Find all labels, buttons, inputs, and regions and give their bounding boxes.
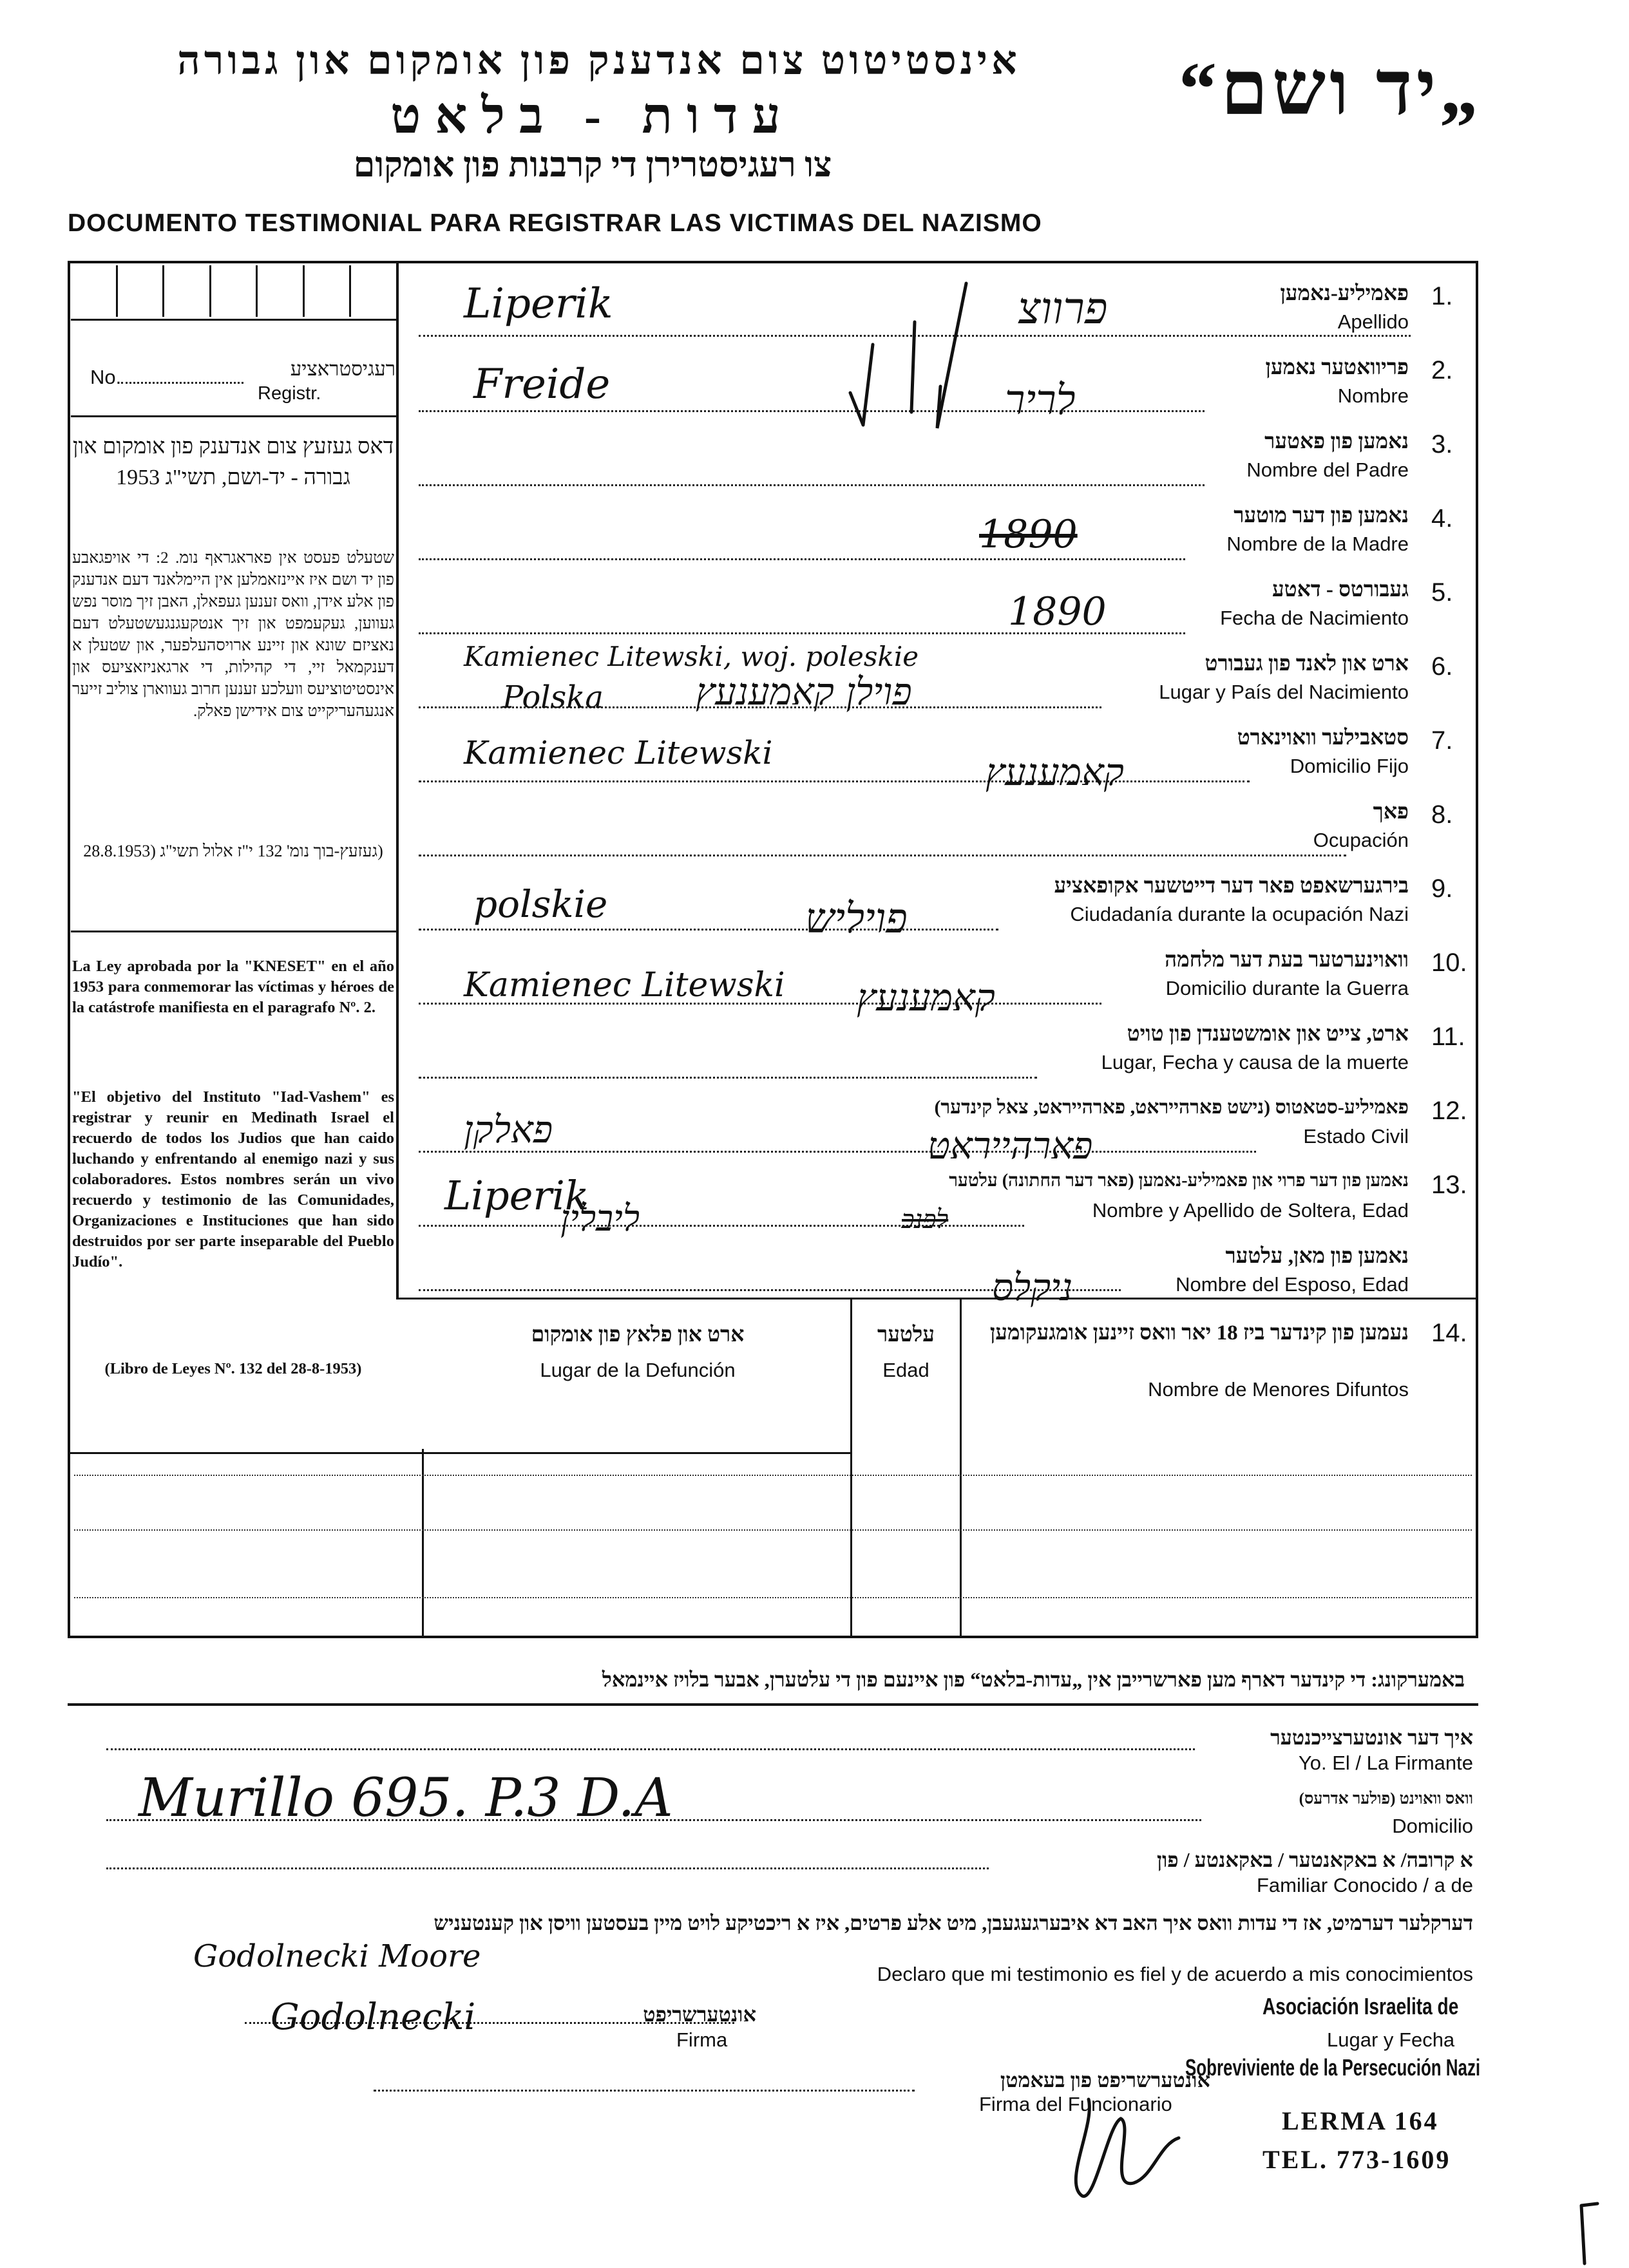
hw-f1-latin: Liperik [464,280,613,328]
familiar-label-spanish: Familiar Conocido / a de [1257,1874,1473,1896]
hw-f12-right: פארהייראט [928,1124,1093,1167]
hebrew-law-reference: (געזעץ-בוך נומ' 132 י"ז אלול תשי"ג (28.8.1953 [83,842,383,860]
field-3-label-hebrew: נאמען פון פאטער [1264,430,1409,453]
field-13-label-hebrew: נאמען פון דער פרוי און פאמיליע-נאמען (פאר דער החתונה) עלטער [949,1171,1409,1191]
registration-label-spanish: Registr. [258,383,321,404]
domicilio-label-hebrew: וואס וואוינט (פולער אדרעס) [1299,1790,1473,1808]
hw-f2-hebrew: לריר [1005,377,1076,424]
hw-f10-hebrew: קאמענעץ [857,976,995,1019]
field-8-label-hebrew: פאך [1373,800,1409,824]
field-8-number: 8. [1431,800,1453,829]
field-2-number: 2. [1431,356,1453,384]
firma-label-hebrew: אונטערשריפט [643,2003,756,2026]
firmante-label-spanish: Yo. El / La Firmante [1298,1752,1473,1774]
field-14-label-spanish: Nombre de Menores Difuntos [1148,1378,1409,1401]
hebrew-law-title: דאס געזעץ צום אנדענק פון אומקום און גבורה - יד-ושם, תשי"ג 1953 [72,435,394,489]
field-4-label-spanish: Nombre de la Madre [1226,533,1409,555]
hw-f2-latin: Freide [473,361,611,408]
header-title-line2: עדות - בלאט [390,88,795,144]
hw-f7-hebrew: קאמענעץ [986,750,1124,794]
field-13b-label-hebrew: נאמען פון מאן, עלטער [1225,1245,1409,1268]
field-11-number: 11. [1431,1023,1465,1051]
check-mark-2 [937,283,966,428]
stamp-line1: Asociación Israelita de [1262,1993,1459,2019]
hw-f5-date: 1890 [1008,589,1107,634]
hw-f4-crossed: 1890 [979,512,1078,557]
field-4-number: 4. [1431,504,1453,533]
lugar-fecha-label: Lugar y Fecha [1327,2028,1455,2051]
header-title-line1: אינסטיטוט צום אנדענק פון אומקום און גבורה [177,39,1021,83]
field-1-number: 1. [1431,282,1453,310]
children-note: באמערקונג: די קינדער דארף מען פארשרייבן אין „עדות-בלאט“ פון איינעם פון די עלטערן, אבער בלויז איינמאל [602,1668,1465,1691]
firmante-label-hebrew: איך דער אונטערצייכנטער [1270,1726,1473,1749]
stamp-line4: TEL. 773-1609 [1262,2145,1451,2174]
check-mark-3 [911,322,915,412]
field-7-label-spanish: Domicilio Fijo [1290,755,1409,777]
field-12-label-hebrew: פאמיליע-סטאטוס (נישט פארהייראט, פארהייראט, צאל קינדער) [934,1097,1409,1118]
field-14-number: 14. [1431,1319,1467,1347]
field-1-label-hebrew: פאמיליע-נאמען [1280,282,1409,305]
hw-f6-hebrew: פוילן קאמענעץ [696,670,912,713]
field-10-label-hebrew: וואוינערטער בעת דער מלחמה [1165,949,1409,972]
stamp-line3: LERMA 164 [1282,2106,1439,2135]
field-12-label-spanish: Estado Civil [1303,1125,1409,1148]
hw-f13-latin: Liperik [444,1172,589,1219]
hw-f10-latin: Kamienec Litewski [464,966,785,1005]
hw-f6-line2: Polska [502,679,604,715]
hw-f9-hebrew: פויליש [805,895,908,943]
field-10-number: 10. [1431,949,1467,977]
field-12-number: 12. [1431,1097,1467,1125]
field-11-label-spanish: Lugar, Fecha y causa de la muerte [1101,1051,1409,1073]
familiar-label-hebrew: א קרובה/ א באקאנטער / באקאנטע / פון [1156,1848,1473,1871]
hw-f13b-hebrew: לפנכ [902,1205,949,1234]
spanish-law-reference: (Libro de Leyes Nº. 132 del 28-8-1953) [104,1360,362,1377]
document-title: DOCUMENTO TESTIMONIAL PARA REGISTRAR LAS VICTIMAS DEL NAZISMO [68,209,1042,237]
field-5-label-hebrew: געבורטס - דאטע [1272,578,1409,601]
table14-age-header-hebrew: עלטער [877,1323,935,1347]
field-6-label-hebrew: ארט און לאנד פון געבורט [1205,652,1409,676]
table14-place-header-spanish: Lugar de la Defunción [540,1359,736,1381]
corner-mark [1581,2204,1597,2263]
field-5-number: 5. [1431,578,1453,607]
field-2-label-hebrew: פריוואטער נאמען [1265,356,1409,379]
field-13b-label-spanish: Nombre del Esposo, Edad [1176,1273,1409,1296]
field-6-number: 6. [1431,652,1453,681]
declaro-text-spanish: Declaro que mi testimonio es fiel y de acuerdo a mis conocimientos [877,1963,1473,1985]
official-signature [1076,2099,1179,2197]
spanish-law-intro: La Ley aprobada por la "KNESET" en el año 1953 para conmemorar las víctimas y héroes de la catástrofe manifiesta en el paragrafo Nº. 2. [72,958,394,1016]
declaro-text-hebrew: דערקלער דערמיט, אז די עדות וואס איך האב דא איבערגעגעבן, מיט אלע פרטים, איז א ריכטיקע לויט מיין בעסטען וויסן און קענטעניש [433,1911,1473,1934]
field-5-label-spanish: Fecha de Nacimiento [1220,607,1409,629]
field-3-label-spanish: Nombre del Padre [1246,458,1409,481]
firma-label-spanish: Firma [676,2028,728,2051]
field-10-label-spanish: Domicilio durante la Guerra [1165,977,1409,999]
funcionario-label-spanish: Firma del Funcionario [979,2093,1172,2115]
field-13-label-spanish: Nombre y Apellido de Soltera, Edad [1092,1199,1409,1222]
yad-vashem-logo: „יד ושם“ [1179,46,1482,131]
field-6-label-spanish: Lugar y País del Nacimiento [1159,681,1409,703]
funcionario-label-hebrew: אונטערשריפט פון בעאמטן [1000,2068,1210,2092]
field-3-number: 3. [1431,430,1453,458]
hw-husband-hebrew: ניקלס [992,1265,1073,1309]
hw-address: Murillo 695. P.3 D.A [138,1768,673,1829]
hw-f13-hebrew: ליבלין [560,1198,640,1240]
field-9-label-hebrew: בירגערשאפט פאר דער דייטשער אקופאציע [1054,874,1409,898]
field-11-label-hebrew: ארט, צייט און אומשטענדן פון טויט [1127,1023,1409,1046]
field-14-label-hebrew: נעמען פון קינדער ביז 18 יאר וואס זיינען אומגעקומען [989,1321,1409,1345]
field-7-number: 7. [1431,726,1453,755]
table14-place-header-hebrew: ארט און פלאץ פון אומקום [531,1323,745,1347]
field-9-label-spanish: Ciudadanía durante la ocupación Nazi [1070,903,1409,925]
field-1-label-spanish: Apellido [1337,310,1409,333]
table14-age-header-spanish: Edad [882,1359,929,1381]
hw-f12-left: פאלקן [464,1108,553,1151]
field-2-label-spanish: Nombre [1337,384,1409,407]
hw-f9-latin: polskie [473,882,608,926]
stamp-line2: Sobreviviente de la Persecución Nazi [1185,2054,1481,2081]
registration-label-hebrew: רעגיסטראציע [290,357,395,380]
hebrew-law-body: שטעלט פעסט אין פאראגראף נומ. 2: די אויפגאבע פון יד ושם איז איינזאמלען אין היימלאנד דעם אנדענק פון אלע אידן, וואס זענען געפאלן, האבן זיך מוסר נפש געווען, געקעמפט און זיך אנטקעגנגעשטעלט דעם נאציזם שונא און זיינע ארויסהעלפער, און שטעלן א דענקמאל זיי, די קהילות, די ארגאניזאציעס און אינסטיטוציעס וועלכע זענען חרוב געווארן צוליב זייער אנגעהעריקייט צום אידישן פאלק. [72,549,394,720]
field-8-label-spanish: Ocupación [1313,829,1409,851]
field-13-number: 13. [1431,1171,1467,1199]
field-7-label-hebrew: סטאבילער וואוינארט [1237,726,1409,750]
field-4-label-hebrew: נאמען פון דער מוטער [1234,504,1409,527]
header-title-line3: צו רעגיסטרירן די קרבנות פון אומקום [353,146,832,184]
spanish-law-quote: "El objetivo del Instituto "Iad-Vashem" es registrar y reunir en Medinath Israel el recuerdo de todos los Judios que han caido luchando y enfrentando al enemigo nazi y sus colaboradores. Estos nombres serán un vivo recuerdo y testimonio de las Comunidades, Organizaciones e Instituciones que han sido destruidos por ser parte inseparable del Pueblo Judío". [72,1088,394,1271]
registration-no-text: No. [90,366,122,388]
hw-f1-hebrew: פרווצ [1018,283,1108,334]
hw-relative: Godolnecki Moore [193,1938,481,1974]
field-9-number: 9. [1431,874,1453,903]
domicilio-label-spanish: Domicilio [1392,1815,1473,1837]
check-mark-1 [850,345,873,425]
hw-f7-latin: Kamienec Litewski [464,734,773,771]
hw-f6-line1: Kamienec Litewski, woj. poleskie [464,641,919,672]
hw-signature: Godolnecki [271,1996,476,2038]
